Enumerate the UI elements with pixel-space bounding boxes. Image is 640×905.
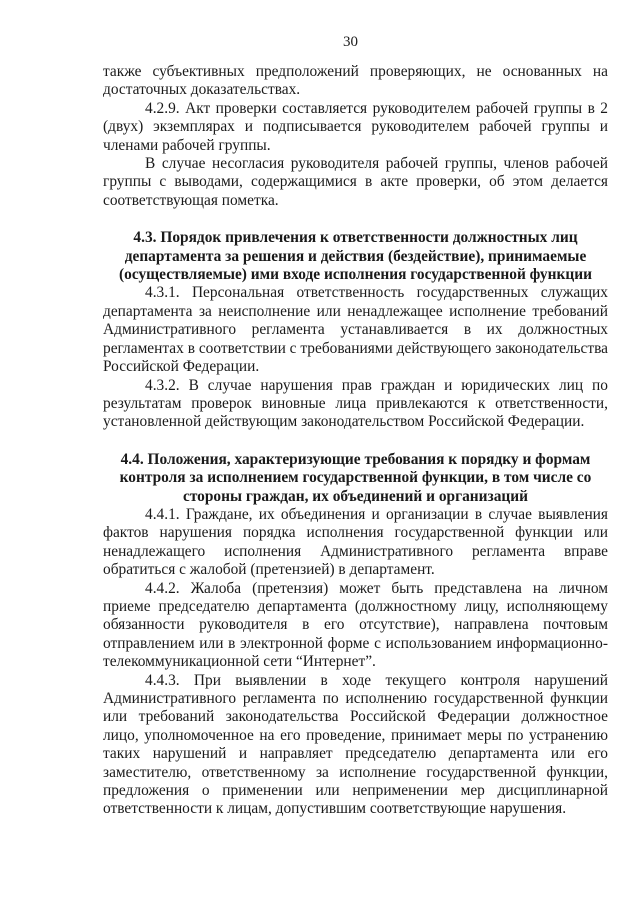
paragraph: В случае несогласия руководителя рабочей группы, членов рабочей группы с выводами, содержащимися в акте проверки, об этом делается соответствующая пометка. — [103, 155, 608, 209]
paragraph: 4.2.9. Акт проверки составляется руководителем рабочей группы в 2 (двух) экземплярах и подписывается руководителем рабочей группы и членами рабочей группы. — [103, 99, 608, 154]
section-spacer — [103, 210, 608, 229]
section-heading: 4.4. Положения, характеризующие требования к порядку и формам контроля за исполнением государственной функции, в том числе со стороны граждан, их объединений и организаций — [119, 450, 592, 505]
paragraph: 4.3.1. Персональная ответственность государственных служащих департамента за неисполнение или ненадлежащее исполнение требований Административного регламента устанавливается в их должностных регламентах в соответствии с требованиями действующего законодательства Российской Федерации. — [103, 284, 608, 376]
paragraph: также субъективных предположений проверяющих, не основанных на достаточных доказательствах. — [103, 63, 608, 99]
section-spacer — [103, 432, 608, 451]
section-heading: 4.3. Порядок привлечения к ответственности должностных лиц департамента за решения и действия (бездействие), принимаемые (осуществляемые) ими входе исполнения государственной функции — [119, 229, 592, 284]
paragraph: 4.4.2. Жалоба (претензия) может быть представлена на личном приеме председателю департамента (должностному лицу, исполняющему обязанности руководителя в его отсутствие), направлена почтовым отправлением или в электронной форме с использованием информационно-телекоммуникационной сети “Интернет”. — [103, 579, 608, 671]
page-number: 30 — [343, 34, 358, 50]
paragraph: 4.3.2. В случае нарушения прав граждан и юридических лиц по результатам проверок виновные лица привлекаются к ответственности, установленной действующим законодательством Российской Федерации. — [103, 376, 608, 431]
document-body — [103, 63, 608, 819]
paragraph: 4.4.1. Граждане, их объединения и организации в случае выявления фактов нарушения порядка исполнения государственной функции или ненадлежащего исполнения Административного регламента вправе обратиться с жалобой (претензией) в департамент. — [103, 505, 608, 579]
paragraph: 4.4.3. При выявлении в ходе текущего контроля нарушений Административного регламента по исполнению государственной функции или требований законодательства Российской Федерации должностное лицо, уполномоченное на его проведение, принимает меры по устранению таких нарушений и направляет председателю департамента или его заместителю, ответственному за исполнение государственной функции, предложения о применении или неприменении мер дисциплинарной ответственности к лицам, допустившим соответствующие нарушения. — [103, 671, 608, 818]
